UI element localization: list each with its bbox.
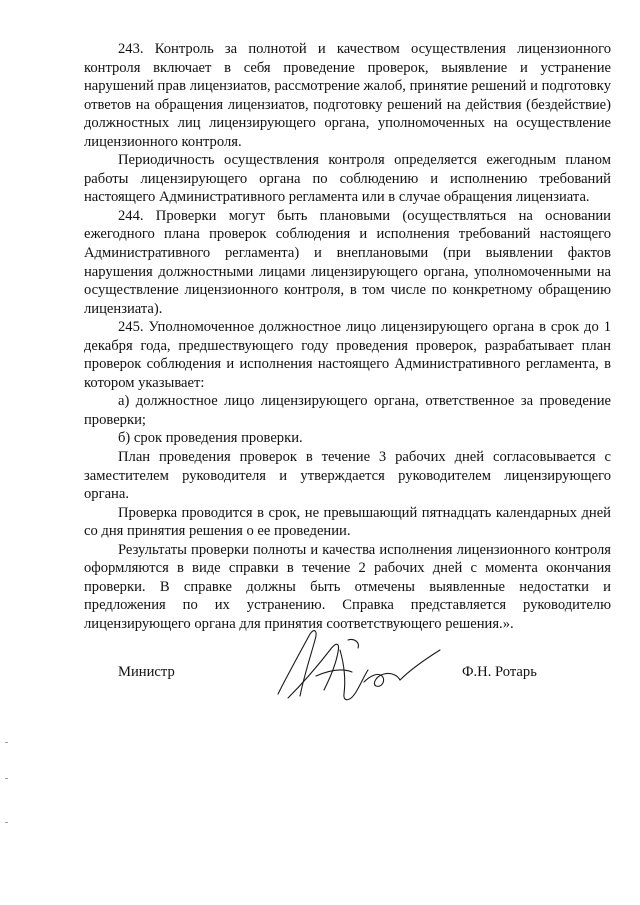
margin-dot <box>5 742 8 743</box>
signature-block <box>0 620 640 710</box>
margin-dot <box>5 778 8 779</box>
paragraph-245: 245. Уполномоченное должностное лицо лицензирующего органа в срок до 1 декабря года, предшествующего году проведения проверок, разрабатывает план проверок соблюдения и исполнения настоящего Административного регламента, в котором указывает: <box>84 319 611 391</box>
signer-name: Ф.Н. Ротарь <box>462 664 537 680</box>
paragraph-check-duration: Проверка проводится в срок, не превышающий пятнадцать календарных дней со дня принятия решения о ее проведении. <box>84 504 611 540</box>
paragraph-check-results: Результаты проверки полноты и качества исполнения лицензионного контроля оформляются в виде справки в течение 2 рабочих дней с момента окончания проверки. В справке должны быть отмечены выявленные недостатки и предложения по их устранению. Справка представляется руководителю лицензирующего органа для принятия соответствующего решения.». <box>84 541 611 632</box>
paragraph-244: 244. Проверки могут быть плановыми (осуществляться на основании ежегодного плана проверок соблюдения и исполнения требований настоящего Административного регламента) и внеплановыми (при выявлении фактов нарушения должностными лицами лицензирующего органа, уполномоченными на осуществление лицензионного контроля, в том числе по конкретному обращению лицензиата). <box>84 207 611 317</box>
paragraph-plan-approval: План проведения проверок в течение 3 рабочих дней согласовывается с заместителем руководителя и утверждается руководителем лицензирующего органа. <box>84 449 611 503</box>
document-body <box>84 40 611 634</box>
handwritten-signature <box>260 620 450 710</box>
list-item-b: б) срок проведения проверки. <box>118 430 303 447</box>
paragraph-control-periodicity: Периодичность осуществления контроля определяется ежегодным планом работы лицензирующего органа по соблюдению и исполнению требований настоящего Административного регламента или в случае обращения лицензиата. <box>84 152 611 206</box>
list-item-a: а) должностное лицо лицензирующего органа, ответственное за проведение проверки; <box>84 393 611 428</box>
signer-title: Министр <box>118 664 175 680</box>
margin-dot <box>5 822 8 823</box>
paragraph-243: 243. Контроль за полнотой и качеством осуществления лицензионного контроля включает в себя проведение проверок, выявление и устранение нарушений прав лицензиатов, рассмотрение жалоб, принятие решений и подготовку ответов на обращения лицензиатов, подготовку решений на действия (бездействие) должностных лиц лицензирующего органа, уполномоченных на осуществление лицензионного контроля. <box>84 41 611 150</box>
